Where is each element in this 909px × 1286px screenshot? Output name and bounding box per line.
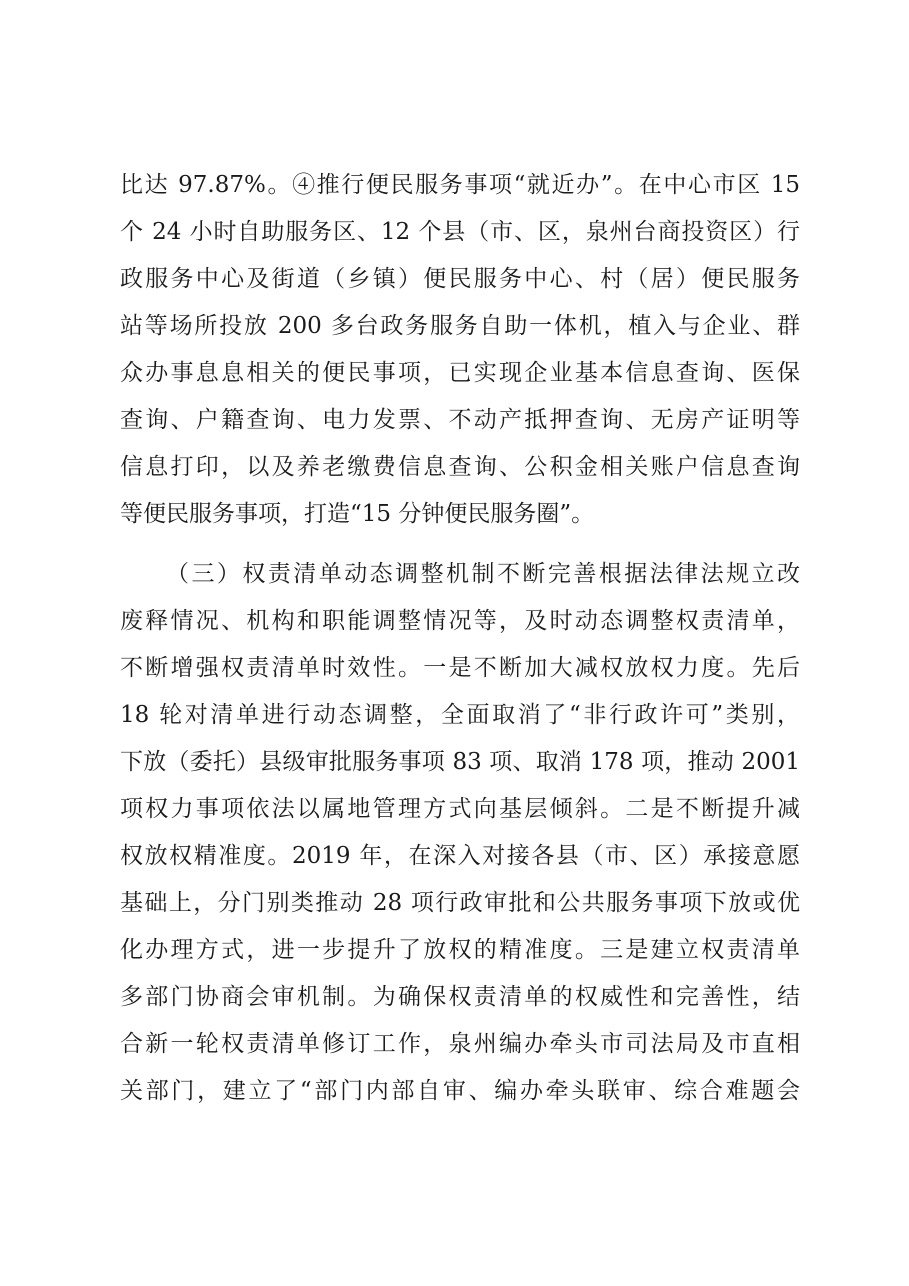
text-line: 合新一轮权责清单修订工作，泉州编办牵头市司法局及市直相 — [120, 1031, 800, 1057]
text-line: 不断增强权责清单时效性。一是不断加大减权放权力度。先后 — [120, 655, 800, 681]
text-line: 众办事息息相关的便民事项，已实现企业基本信息查询、医保 — [120, 360, 800, 386]
text-line: 废释情况、机构和职能调整情况等，及时动态调整权责清单， — [120, 608, 800, 634]
text-line: 查询、户籍查询、电力发票、不动产抵押查询、无房产证明等 — [120, 407, 800, 433]
text-line: （三）权责清单动态调整机制不断完善根据法律法规立改 — [166, 561, 800, 587]
paragraph-gap — [120, 538, 800, 551]
text-line: 项权力事项依法以属地管理方式向基层倾斜。二是不断提升减 — [120, 796, 800, 822]
text-line: 多部门协商会审机制。为确保权责清单的权威性和完善性，结 — [120, 984, 800, 1010]
text-line: 化办理方式，进一步提升了放权的精准度。三是建立权责清单 — [120, 937, 800, 963]
text-line: 个 24 小时自助服务区、12 个县（市、区，泉州台商投资区）行 — [120, 219, 800, 245]
text-line: 比达 97.87%。④推行便民服务事项“就近办”。在中心市区 15 — [120, 172, 800, 198]
text-line: 下放（委托）县级审批服务事项 83 项、取消 178 项，推动 2001 — [120, 749, 800, 775]
text-line: 权放权精准度。2019 年，在深入对接各县（市、区）承接意愿 — [120, 843, 800, 869]
text-line: 政服务中心及街道（乡镇）便民服务中心、村（居）便民服务 — [120, 266, 800, 292]
text-line: 基础上，分门别类推动 28 项行政审批和公共服务事项下放或优 — [120, 890, 800, 916]
body-text — [120, 162, 800, 1115]
text-line: 站等场所投放 200 多台政务服务自助一体机，植入与企业、群 — [120, 313, 800, 339]
text-line: 等便民服务事项，打造“15 分钟便民服务圈”。 — [120, 501, 595, 527]
text-line: 信息打印，以及养老缴费信息查询、公积金相关账户信息查询 — [120, 454, 800, 480]
paragraph-1 — [120, 162, 800, 538]
text-line: 关部门，建立了“部门内部自审、编办牵头联审、综合难题会 — [120, 1078, 800, 1104]
text-line: 18 轮对清单进行动态调整，全面取消了“非行政许可”类别， — [120, 702, 800, 728]
paragraph-2 — [120, 551, 800, 1115]
